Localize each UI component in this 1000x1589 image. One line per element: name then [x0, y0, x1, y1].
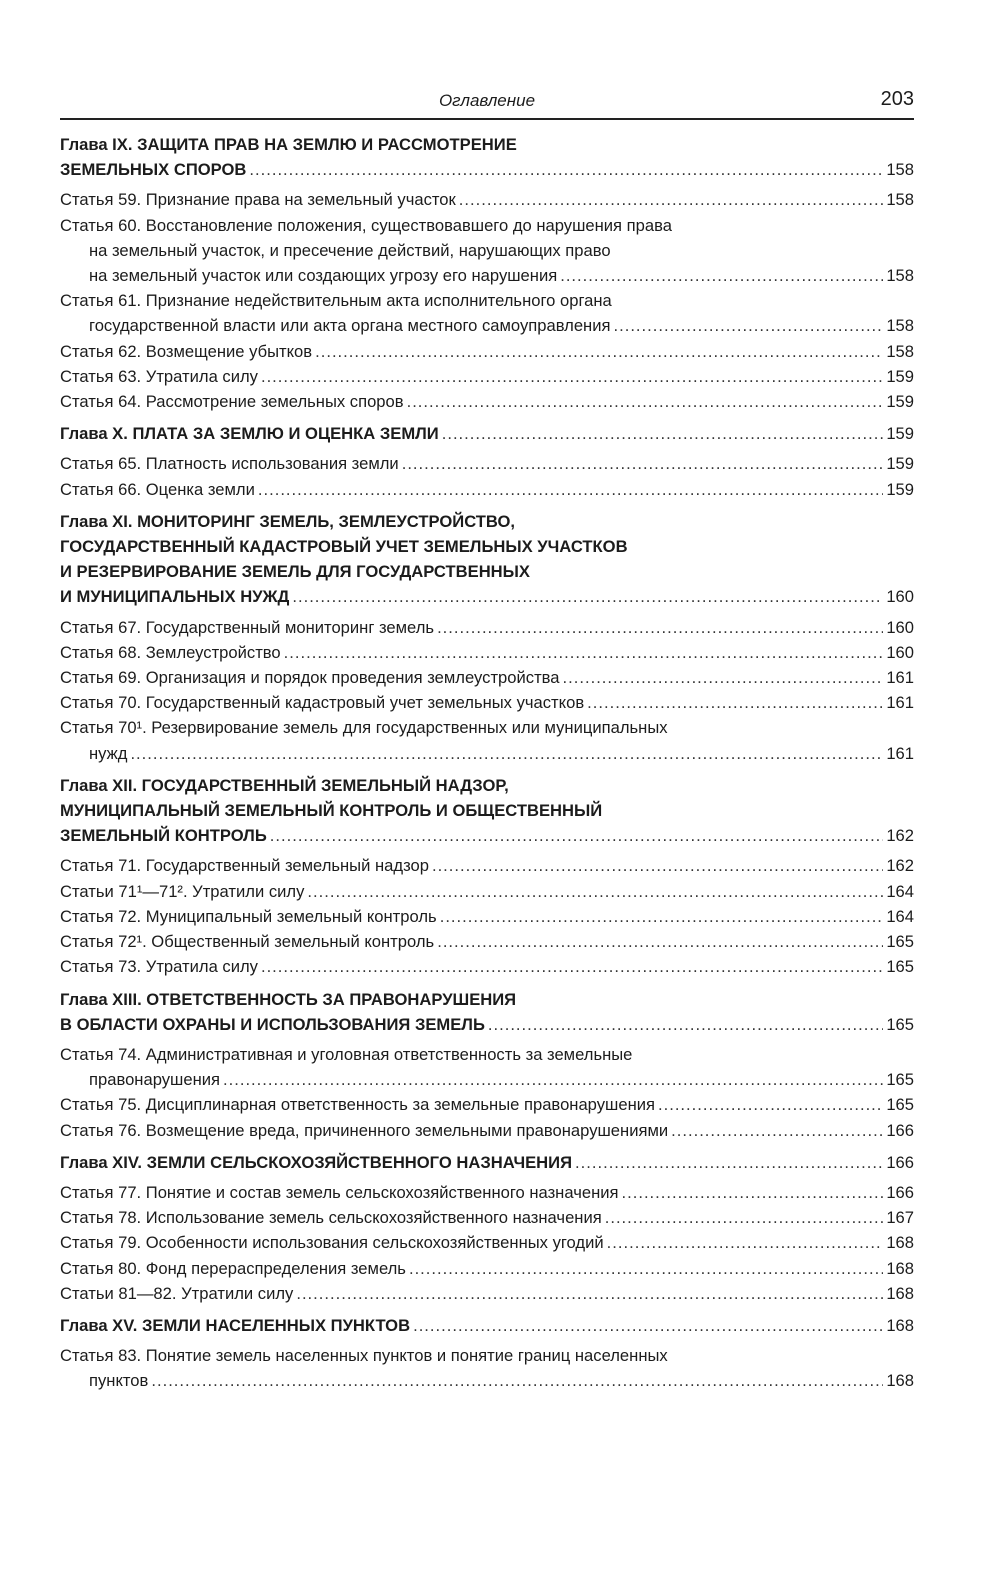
article-page-number: 168 [886, 1371, 914, 1391]
article-line [60, 1067, 914, 1092]
article-title: Статья 80. Фонд перераспределения земель [60, 1258, 406, 1278]
article-entry [60, 477, 914, 502]
article-line [60, 1230, 914, 1255]
article-line [60, 1256, 914, 1281]
dot-leader [605, 1205, 884, 1230]
article-entry [60, 690, 914, 715]
article-entry [60, 1042, 914, 1092]
chapter-page-number: 160 [886, 587, 914, 607]
article-page-number: 167 [886, 1208, 914, 1228]
article-title: правонарушения [89, 1070, 220, 1090]
article-line [60, 1042, 914, 1067]
article-line [60, 187, 914, 212]
article-page-number: 168 [886, 1258, 914, 1278]
dot-leader [587, 690, 883, 715]
chapter-title: МУНИЦИПАЛЬНЫЙ ЗЕМЕЛЬНЫЙ КОНТРОЛЬ И ОБЩЕСТВЕННЫЙ [60, 801, 603, 821]
article-line [60, 879, 914, 904]
article-page-number: 159 [886, 454, 914, 474]
chapter-page-number: 159 [886, 424, 914, 444]
dot-leader [284, 640, 884, 665]
article-line [60, 389, 914, 414]
chapter-title-line [60, 987, 914, 1012]
dot-leader [261, 954, 883, 979]
dot-leader [130, 741, 883, 766]
article-page-number: 160 [886, 617, 914, 637]
article-line [60, 313, 914, 338]
chapter-title-line [60, 421, 914, 446]
dot-leader [671, 1118, 883, 1143]
article-title: Статья 64. Рассмотрение земельных споров [60, 392, 404, 412]
article-line [60, 1281, 914, 1306]
table-of-contents [60, 132, 914, 1394]
chapter-heading [60, 132, 914, 182]
article-entry [60, 364, 914, 389]
article-line [60, 339, 914, 364]
article-line [60, 665, 914, 690]
article-page-number: 159 [886, 479, 914, 499]
article-line [60, 615, 914, 640]
article-line [60, 929, 914, 954]
dot-leader [563, 665, 884, 690]
article-entry [60, 879, 914, 904]
dot-leader [442, 421, 884, 446]
article-line [60, 640, 914, 665]
article-entry [60, 213, 914, 289]
article-page-number: 159 [886, 392, 914, 412]
article-entry [60, 1092, 914, 1117]
article-line [60, 904, 914, 929]
dot-leader [270, 823, 884, 848]
article-page-number: 165 [886, 932, 914, 952]
article-line [60, 1343, 914, 1368]
chapter-heading [60, 509, 914, 610]
article-line [60, 853, 914, 878]
article-title: Статья 83. Понятие земель населенных пунктов и понятие границ населенных [60, 1346, 668, 1366]
article-title: Статья 74. Административная и уголовная ответственность за земельные [60, 1044, 633, 1064]
dot-leader [440, 904, 884, 929]
article-title: Статья 70. Государственный кадастровый учет земельных участков [60, 693, 585, 713]
running-header [60, 88, 914, 120]
chapter-title: И МУНИЦИПАЛЬНЫХ НУЖД [60, 587, 290, 607]
article-entry [60, 1281, 914, 1306]
article-entry [60, 187, 914, 212]
article-entry [60, 640, 914, 665]
article-line [60, 1180, 914, 1205]
dot-leader [151, 1368, 883, 1393]
article-entry [60, 904, 914, 929]
article-line [60, 954, 914, 979]
running-title: Оглавление [438, 91, 536, 110]
article-page-number: 165 [886, 1070, 914, 1090]
dot-leader [613, 313, 883, 338]
chapter-title-line [60, 584, 914, 609]
article-title: Статья 60. Восстановление положения, существовавшего до нарушения права [60, 215, 672, 235]
chapter-page-number: 165 [886, 1014, 914, 1034]
chapter-title: И РЕЗЕРВИРОВАНИЕ ЗЕМЕЛЬ ДЛЯ ГОСУДАРСТВЕННЫХ [60, 562, 530, 582]
article-title: на земельный участок или создающих угрозу его нарушения [89, 266, 558, 286]
chapter-title: Глава XIV. ЗЕМЛИ СЕЛЬСКОХОЗЯЙСТВЕННОГО НАЗНАЧЕНИЯ [60, 1152, 573, 1172]
article-title: пунктов [89, 1371, 149, 1391]
article-entry [60, 389, 914, 414]
article-title: Статьи 81—82. Утратили силу [60, 1283, 294, 1303]
dot-leader [261, 364, 883, 389]
chapter-page-number: 166 [886, 1152, 914, 1172]
chapter-title-line [60, 157, 914, 182]
chapter-heading [60, 421, 914, 446]
chapter-title: В ОБЛАСТИ ОХРАНЫ И ИСПОЛЬЗОВАНИЯ ЗЕМЕЛЬ [60, 1014, 485, 1034]
article-entry [60, 1180, 914, 1205]
article-page-number: 166 [886, 1120, 914, 1140]
article-line [60, 238, 914, 263]
page-number: 203 [880, 88, 914, 110]
article-line [60, 451, 914, 476]
article-title: Статья 69. Организация и порядок проведения землеустройства [60, 668, 560, 688]
article-title: Статья 72. Муниципальный земельный контроль [60, 906, 437, 926]
dot-leader [459, 187, 884, 212]
article-entry [60, 929, 914, 954]
dot-leader [258, 477, 883, 502]
article-line [60, 1368, 914, 1393]
article-entry [60, 1343, 914, 1393]
article-line [60, 690, 914, 715]
article-entry [60, 615, 914, 640]
article-entry [60, 1256, 914, 1281]
article-line [60, 1118, 914, 1143]
article-page-number: 159 [886, 366, 914, 386]
article-title: Статья 65. Платность использования земли [60, 454, 399, 474]
article-entry [60, 853, 914, 878]
chapter-title: ЗЕМЕЛЬНЫХ СПОРОВ [60, 160, 247, 180]
chapter-title-line [60, 132, 914, 157]
article-page-number: 165 [886, 957, 914, 977]
article-title: Статья 67. Государственный мониторинг земель [60, 617, 435, 637]
article-line [60, 288, 914, 313]
article-entry [60, 954, 914, 979]
article-page-number: 158 [886, 341, 914, 361]
article-page-number: 166 [886, 1182, 914, 1202]
article-line [60, 741, 914, 766]
article-page-number: 158 [886, 266, 914, 286]
chapter-title-line [60, 1012, 914, 1037]
article-line [60, 1205, 914, 1230]
dot-leader [437, 929, 883, 954]
article-title: Статья 59. Признание права на земельный участок [60, 190, 456, 210]
chapter-title: Глава XII. ГОСУДАРСТВЕННЫЙ ЗЕМЕЛЬНЫЙ НАДЗОР, [60, 775, 509, 795]
article-title: Статья 73. Утратила силу [60, 957, 258, 977]
dot-leader [409, 1256, 883, 1281]
dot-leader [488, 1012, 883, 1037]
chapter-heading [60, 1150, 914, 1175]
chapter-page-number: 168 [886, 1315, 914, 1335]
article-entry [60, 288, 914, 338]
chapter-title-line [60, 798, 914, 823]
chapter-title-line [60, 1313, 914, 1338]
chapter-title: Глава XIII. ОТВЕТСТВЕННОСТЬ ЗА ПРАВОНАРУШЕНИЯ [60, 989, 517, 1009]
article-title: Статья 75. Дисциплинарная ответственность за земельные правонарушения [60, 1095, 655, 1115]
article-page-number: 162 [886, 856, 914, 876]
article-line [60, 263, 914, 288]
dot-leader [307, 879, 883, 904]
article-page-number: 158 [886, 190, 914, 210]
chapter-page-number: 162 [886, 826, 914, 846]
dot-leader [560, 263, 883, 288]
article-page-number: 161 [886, 693, 914, 713]
article-entry [60, 1230, 914, 1255]
article-line [60, 213, 914, 238]
chapter-heading [60, 1313, 914, 1338]
dot-leader [407, 389, 884, 414]
article-page-number: 165 [886, 1095, 914, 1115]
article-line [60, 364, 914, 389]
dot-leader [402, 451, 884, 476]
article-line [60, 1092, 914, 1117]
article-page-number: 168 [886, 1233, 914, 1253]
article-page-number: 160 [886, 642, 914, 662]
article-title: Статьи 71¹—71². Утратили силу [60, 881, 305, 901]
article-page-number: 164 [886, 881, 914, 901]
article-entry [60, 1118, 914, 1143]
dot-leader [292, 584, 883, 609]
chapter-title: Глава XV. ЗЕМЛИ НАСЕЛЕННЫХ ПУНКТОВ [60, 1315, 411, 1335]
dot-leader [315, 339, 883, 364]
chapter-title: Глава XI. МОНИТОРИНГ ЗЕМЕЛЬ, ЗЕМЛЕУСТРОЙСТВО, [60, 511, 515, 531]
chapter-page-number: 158 [886, 160, 914, 180]
article-title: Статья 70¹. Резервирование земель для государственных или муниципальных [60, 718, 668, 738]
chapter-title: Глава X. ПЛАТА ЗА ЗЕМЛЮ И ОЦЕНКА ЗЕМЛИ [60, 424, 439, 444]
chapter-title: ГОСУДАРСТВЕННЫЙ КАДАСТРОВЫЙ УЧЕТ ЗЕМЕЛЬНЫХ УЧАСТКОВ [60, 537, 628, 557]
chapter-title-line [60, 1150, 914, 1175]
chapter-title: Глава IX. ЗАЩИТА ПРАВ НА ЗЕМЛЮ И РАССМОТРЕНИЕ [60, 135, 517, 154]
article-entry [60, 1205, 914, 1230]
article-title: Статья 61. Признание недействительным акта исполнительного органа [60, 291, 612, 311]
article-entry [60, 451, 914, 476]
chapter-title-line [60, 509, 914, 534]
article-title: Статья 77. Понятие и состав земель сельскохозяйственного назначения [60, 1182, 619, 1202]
dot-leader [575, 1150, 883, 1175]
article-title: Статья 66. Оценка земли [60, 479, 255, 499]
article-title: Статья 79. Особенности использования сельскохозяйственных угодий [60, 1233, 604, 1253]
article-page-number: 161 [886, 743, 914, 763]
article-page-number: 168 [886, 1283, 914, 1303]
article-page-number: 161 [886, 668, 914, 688]
dot-leader [607, 1230, 884, 1255]
article-title: нужд [89, 743, 128, 763]
dot-leader [413, 1313, 883, 1338]
article-title: Статья 68. Землеустройство [60, 642, 281, 662]
dot-leader [437, 615, 883, 640]
article-page-number: 158 [886, 316, 914, 336]
article-title: Статья 78. Использование земель сельскохозяйственного назначения [60, 1208, 602, 1228]
chapter-title-line [60, 559, 914, 584]
dot-leader [249, 157, 883, 182]
dot-leader [658, 1092, 883, 1117]
dot-leader [622, 1180, 884, 1205]
article-line [60, 477, 914, 502]
dot-leader [432, 853, 883, 878]
article-page-number: 164 [886, 906, 914, 926]
chapter-title-line [60, 534, 914, 559]
chapter-heading [60, 987, 914, 1037]
article-title: государственной власти или акта органа местного самоуправления [89, 316, 611, 336]
article-title: Статья 63. Утратила силу [60, 366, 258, 386]
chapter-title-line [60, 773, 914, 798]
article-title: на земельный участок, и пресечение действий, нарушающих право [89, 240, 611, 260]
article-entry [60, 339, 914, 364]
article-title: Статья 62. Возмещение убытков [60, 341, 313, 361]
article-title: Статья 71. Государственный земельный надзор [60, 856, 429, 876]
chapter-title: ЗЕМЕЛЬНЫЙ КОНТРОЛЬ [60, 826, 267, 846]
article-entry [60, 715, 914, 765]
chapter-title-line [60, 823, 914, 848]
article-line [60, 715, 914, 740]
article-title: Статья 76. Возмещение вреда, причиненного земельными правонарушениями [60, 1120, 669, 1140]
article-title: Статья 72¹. Общественный земельный контроль [60, 932, 435, 952]
dot-leader [296, 1281, 883, 1306]
dot-leader [223, 1067, 883, 1092]
article-entry [60, 665, 914, 690]
chapter-heading [60, 773, 914, 849]
